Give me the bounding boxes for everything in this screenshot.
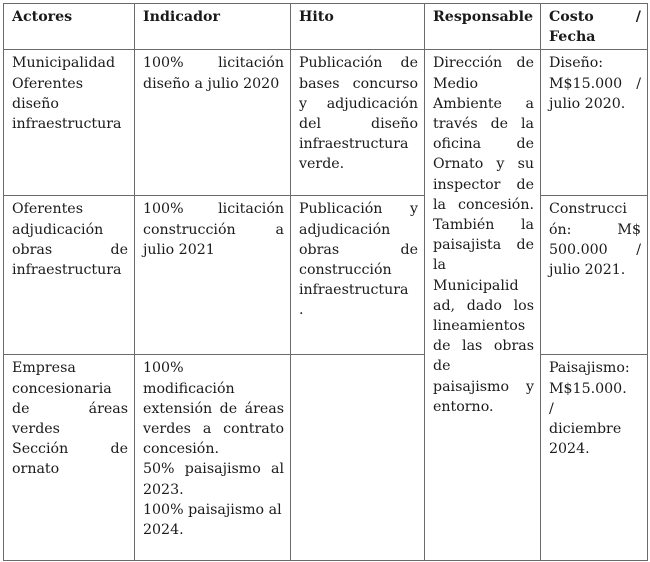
cell-line: Publicación de: [299, 55, 418, 72]
cell-line: del diseño: [299, 116, 418, 133]
cell-line: infraestructura: [12, 262, 122, 279]
cell-line: 500.000 /: [549, 241, 641, 258]
cell-line: Publicación y: [299, 201, 418, 218]
table-row: [4, 50, 648, 196]
cell-line: adjudicación: [299, 221, 391, 238]
cell-line: 100%: [143, 360, 184, 377]
cell-line: de las obras: [433, 338, 534, 355]
cell-costo-fecha: [541, 196, 648, 355]
cell-line: Dirección de: [433, 55, 534, 72]
cell-line: obras de: [299, 241, 418, 258]
header-hito: Hito: [291, 4, 425, 50]
cell-line: 100% paisajismo al: [143, 501, 282, 518]
header-costo-fecha: [541, 4, 648, 50]
cell-line: través de la: [433, 116, 534, 133]
cell-line: Sección de: [12, 441, 128, 458]
cell-line: y adjudicación: [299, 95, 418, 112]
cell-line: 100% licitación: [143, 55, 284, 72]
cell-line: Oferentes: [12, 201, 83, 218]
cell-line: ornato: [12, 461, 60, 478]
cell-line: paisajismo y: [433, 378, 534, 395]
header-indicador: Indicador: [135, 4, 291, 50]
cell-line: extensión de áreas: [143, 400, 284, 417]
cell-line: infraestructura: [299, 282, 409, 299]
cell-costo-fecha: [541, 50, 648, 196]
cell-line: paisajista de: [433, 237, 534, 254]
cell-costo-fecha: [541, 355, 648, 561]
cell-line: 2023.: [143, 481, 184, 498]
cell-line: concesión.: [143, 441, 219, 458]
table-row: [4, 196, 648, 355]
cell-line: verdes: [12, 421, 60, 438]
cell-hito: [291, 196, 425, 355]
cell-line: obras de: [12, 241, 128, 258]
cell-indicador: [135, 355, 291, 561]
cell-line: de áreas: [12, 400, 128, 417]
cell-actores: [4, 50, 135, 196]
cell-responsable: [425, 50, 541, 561]
cell-line: infraestructura: [299, 136, 409, 153]
cell-line: diseño a julio 2020: [143, 75, 280, 92]
cell-indicador: [135, 196, 291, 355]
table-row: [4, 355, 648, 561]
cell-line: diciembre: [549, 421, 622, 438]
cell-line: Ambiente a: [433, 95, 534, 112]
cell-line: adjudicación: [12, 221, 104, 238]
cell-line: M$15.000.: [549, 380, 627, 397]
cell-line: julio 2021: [143, 241, 215, 258]
cell-line: Construcci: [549, 201, 627, 218]
cell-line: construcción: [299, 262, 392, 279]
cell-line: la concesión.: [433, 196, 534, 213]
cell-line: Empresa: [12, 360, 76, 377]
cell-line: de: [433, 358, 451, 375]
cell-line: Paisajismo:: [549, 360, 630, 377]
action-plan-table: [3, 3, 648, 561]
cell-actores: [4, 355, 135, 561]
cell-indicador: [135, 50, 291, 196]
cell-line: 50% paisajismo al: [143, 461, 284, 478]
cell-line: infraestructura: [12, 116, 122, 133]
header-fecha-line: Fecha: [549, 29, 596, 46]
header-actores: Actores: [4, 4, 135, 50]
cell-line: modificación: [143, 380, 235, 397]
cell-line: /: [549, 400, 554, 417]
cell-line: construcción a: [143, 221, 284, 238]
cell-line: concesionaria: [12, 380, 112, 397]
cell-line: Ornato y su: [433, 156, 534, 173]
cell-line: 100% licitación: [143, 201, 284, 218]
header-responsable: Responsable: [425, 4, 541, 50]
cell-line: 2024.: [549, 441, 590, 458]
table-header-row: [4, 4, 648, 50]
cell-line: bases concurso: [299, 75, 418, 92]
cell-line: julio 2020.: [549, 95, 626, 112]
cell-line: oficina de: [433, 136, 534, 153]
cell-line: julio 2021.: [549, 262, 626, 279]
cell-line: 2024.: [143, 522, 184, 539]
cell-line: verdes a contrato: [143, 421, 284, 438]
cell-line: entorno.: [433, 398, 494, 415]
cell-line: M$15.000 /: [549, 75, 641, 92]
cell-line: verde.: [299, 156, 345, 173]
cell-line: la: [433, 257, 446, 274]
cell-line: ad, dado los: [433, 297, 534, 314]
cell-line: Municipalid: [433, 277, 519, 294]
header-costo-line: Costo /: [549, 9, 641, 25]
cell-line: Medio: [433, 75, 479, 92]
cell-line: diseño: [12, 95, 59, 112]
cell-hito: [291, 50, 425, 196]
cell-line: Diseño:: [549, 55, 604, 72]
cell-line: Oferentes: [12, 75, 83, 92]
cell-actores: [4, 196, 135, 355]
cell-line: .: [299, 302, 304, 319]
cell-line: ón: M$: [549, 221, 641, 238]
cell-line: lineamientos: [433, 318, 526, 335]
cell-line: inspector de: [433, 176, 534, 193]
cell-line: También la: [433, 217, 534, 234]
cell-line: Municipalidad: [12, 55, 116, 72]
cell-hito-empty: [291, 355, 425, 561]
